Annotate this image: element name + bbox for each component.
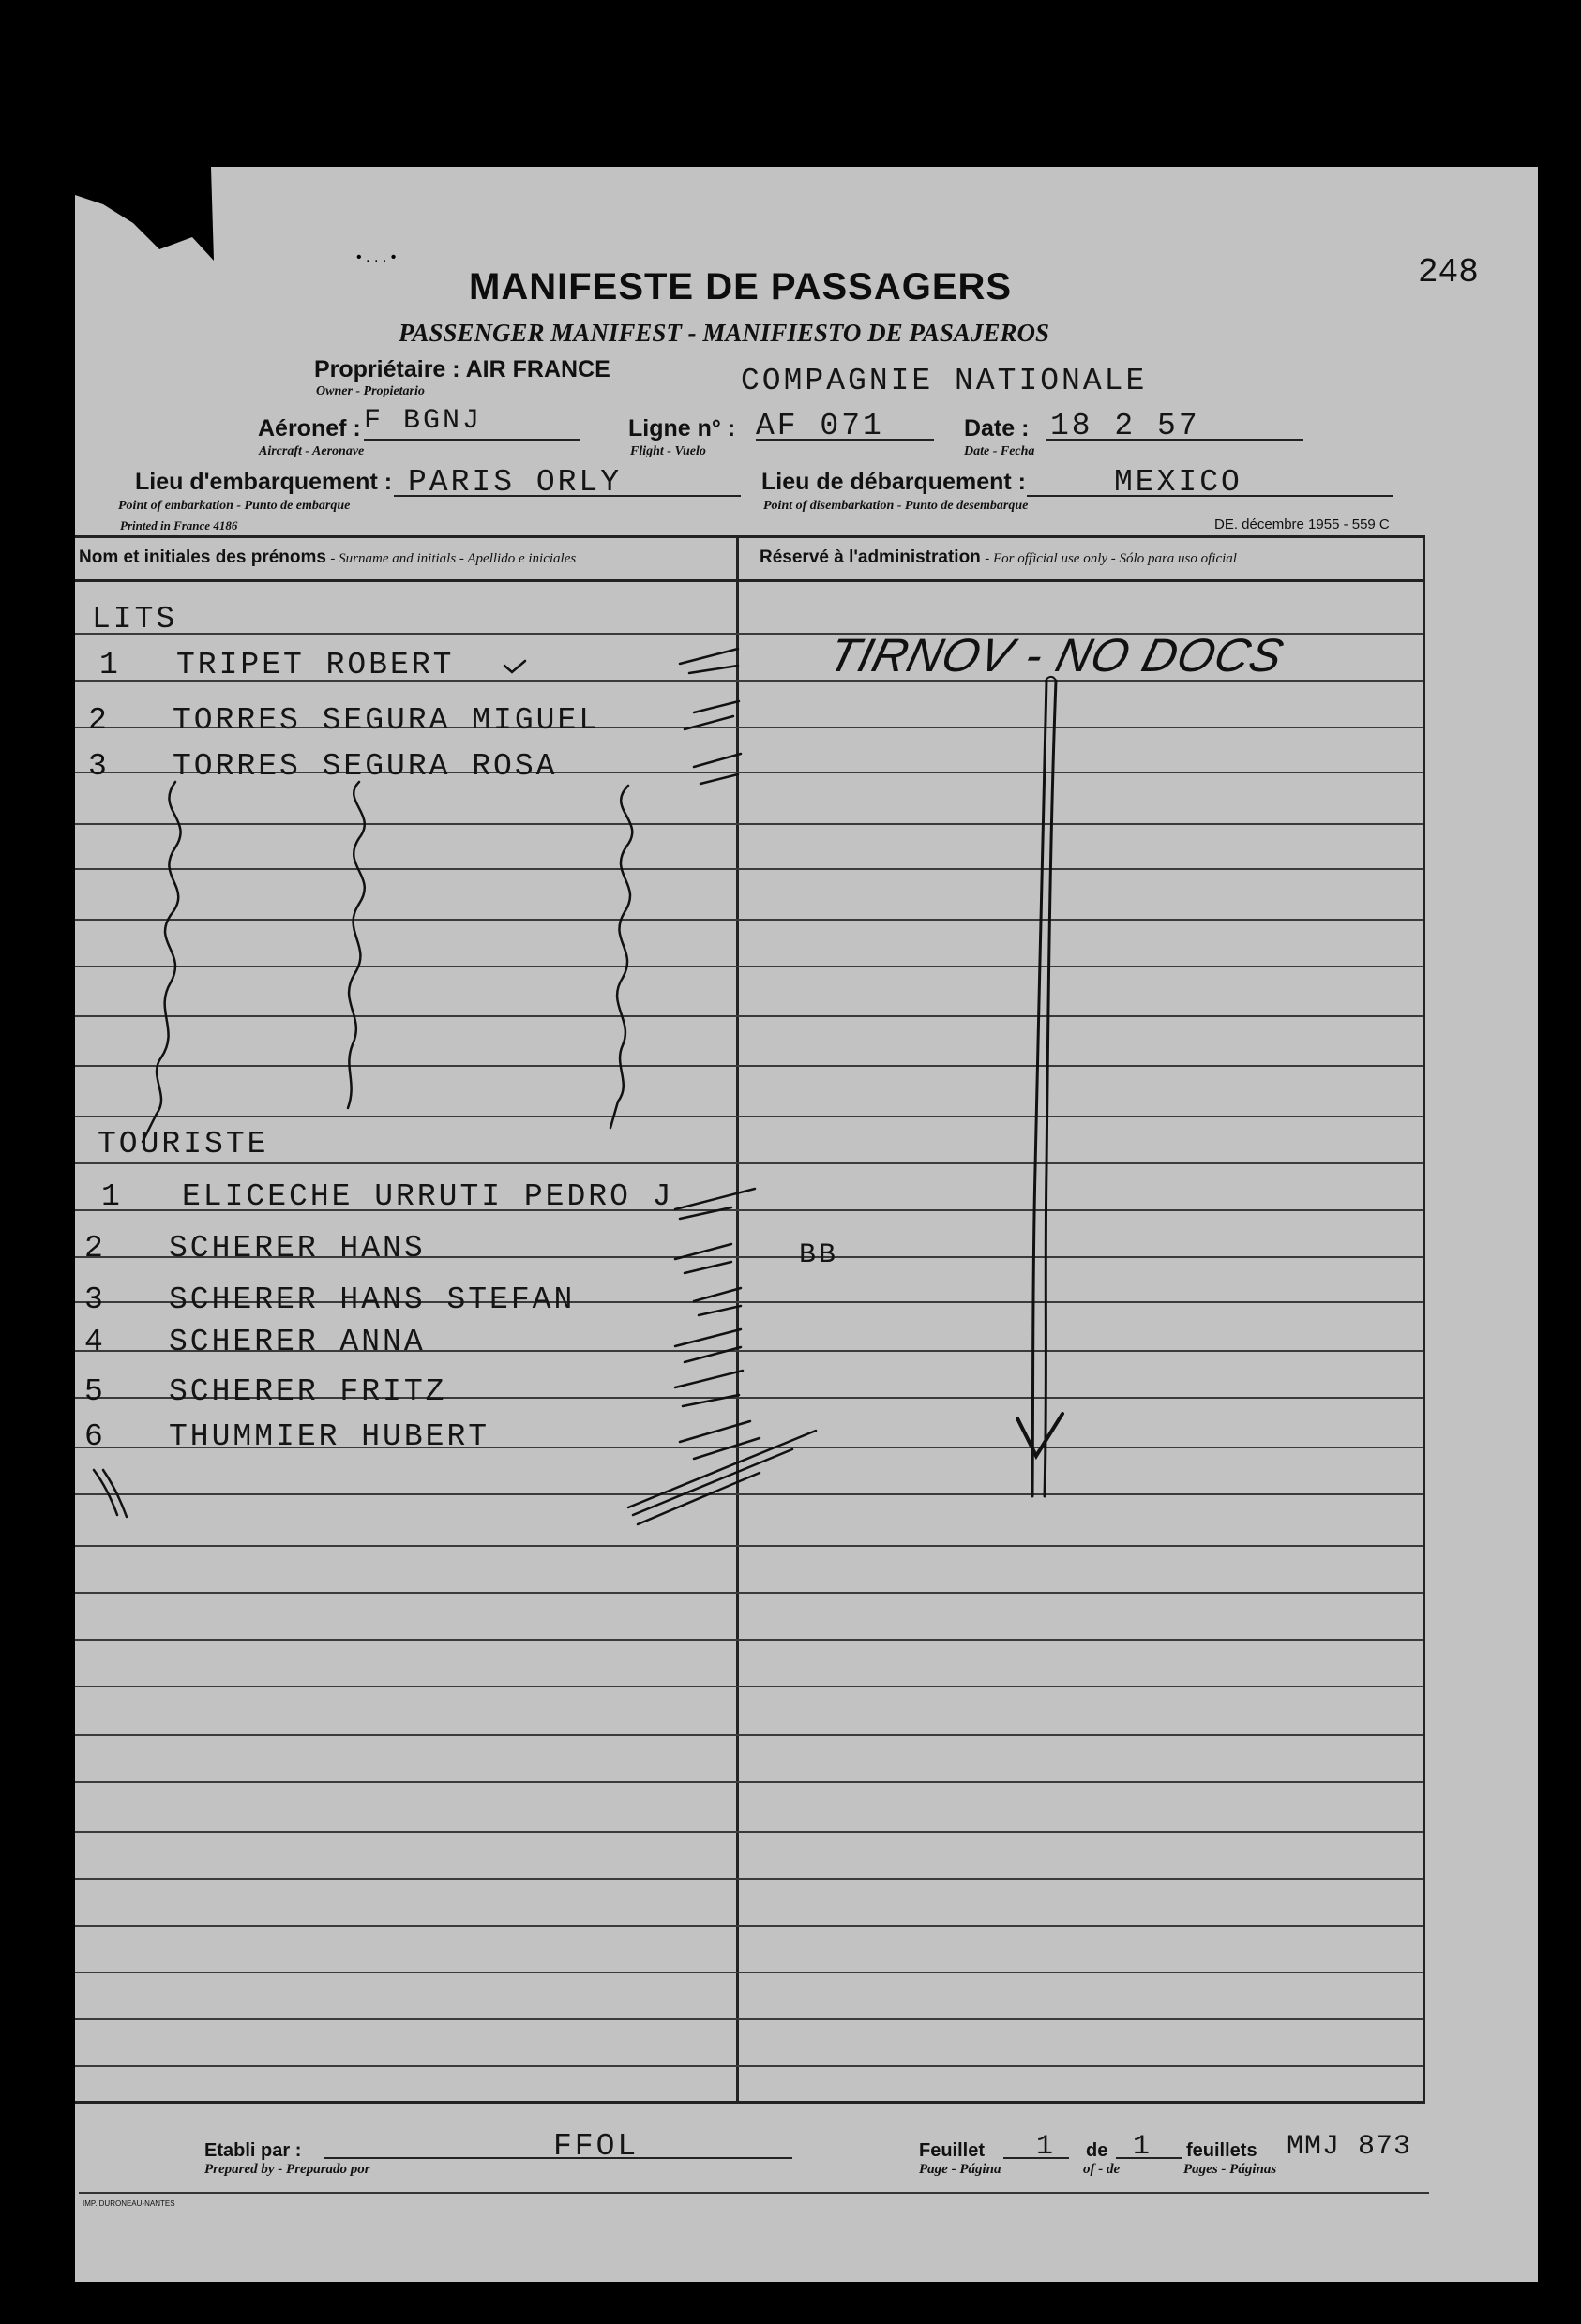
date-value: 18 2 57 <box>1050 409 1200 443</box>
pen-marks <box>75 167 1538 2282</box>
check-mark <box>504 661 525 672</box>
sheet-label: Feuillet <box>919 2140 986 2161</box>
passenger-name: SCHERER FRITZ <box>169 1374 447 1409</box>
passenger-name: TRIPET ROBERT <box>176 648 455 682</box>
passenger-name: SCHERER HANS STEFAN <box>169 1282 576 1317</box>
prepared-sublabel: Prepared by - Preparado por <box>204 2162 370 2177</box>
prepared-label: Etabli par : <box>204 2140 302 2161</box>
page-title: MANIFESTE DE PASSAGERS <box>469 266 1013 307</box>
passenger-name: TORRES SEGURA ROSA <box>173 749 558 784</box>
page-subtitle: PASSENGER MANIFEST - MANIFIESTO DE PASAJEROS <box>399 319 1049 347</box>
owner-sublabel: Owner - Propietario <box>316 384 425 398</box>
printed-note: Printed in France 4186 <box>120 518 238 532</box>
date-label: Date : <box>964 415 1030 442</box>
aircraft-label: Aéronef : <box>258 415 361 442</box>
disembark-label: Lieu de débarquement : <box>761 469 1026 495</box>
of-label: de <box>1086 2140 1108 2161</box>
embark-value: PARIS ORLY <box>408 465 623 500</box>
prepared-value: FFOL <box>553 2129 640 2164</box>
passenger-row: 4 <box>84 1325 103 1359</box>
passenger-name: SCHERER HANS <box>169 1231 426 1266</box>
sheets-sublabel: Pages - Páginas <box>1183 2162 1277 2177</box>
passenger-row: 1 <box>101 1179 120 1214</box>
admin-note: TIRNOV - NO DOCS <box>823 629 1289 682</box>
embark-label: Lieu d'embarquement : <box>135 469 393 495</box>
sheets-label: feuillets <box>1186 2140 1257 2161</box>
passenger-row: 3 <box>84 1282 103 1317</box>
printer-imprint: IMP. DURONEAU-NANTES <box>83 2199 175 2208</box>
column-header-right: Réservé à l'administration - For official use only - Sólo para uso oficial <box>760 547 1237 567</box>
sheet-sublabel: Page - Página <box>919 2162 1001 2177</box>
passenger-row: 3 <box>88 749 107 784</box>
manifest-sheet <box>75 167 1538 2282</box>
passenger-row: 2 <box>84 1231 103 1266</box>
aircraft-value: F BGNJ <box>364 405 483 437</box>
disembark-value: MEXICO <box>1114 465 1242 500</box>
document-code: MMJ 873 <box>1287 2131 1412 2163</box>
column-header-left: Nom et initiales des prénoms - Surname and initials - Apellido e iniciales <box>79 547 577 567</box>
passenger-row: 5 <box>84 1374 103 1409</box>
passenger-row: 2 <box>88 703 107 738</box>
passenger-name: TORRES SEGURA MIGUEL <box>173 703 601 738</box>
flight-label: Ligne n° : <box>628 415 736 442</box>
company-name: COMPAGNIE NATIONALE <box>741 364 1148 398</box>
passenger-name: ELICECHE URRUTI PEDRO J <box>182 1179 674 1214</box>
passenger-row: 1 <box>99 648 118 682</box>
of-value: 1 <box>1133 2131 1153 2163</box>
date-sublabel: Date - Fecha <box>964 444 1035 458</box>
flight-sublabel: Flight - Vuelo <box>630 444 706 458</box>
form-reference: DE. décembre 1955 - 559 C <box>1214 517 1390 532</box>
sheet-value: 1 <box>1036 2131 1057 2163</box>
embark-sublabel: Point of embarkation - Punto de embarque <box>118 499 351 513</box>
admin-bb-note: BB <box>799 1239 839 1271</box>
aircraft-sublabel: Aircraft - Aeronave <box>259 444 365 458</box>
flight-value: AF 071 <box>756 409 884 443</box>
disembark-sublabel: Point of disembarkation - Punto de desembarque <box>763 499 1029 513</box>
section-title-lits: LITS <box>92 602 178 637</box>
section-title-touriste: TOURISTE <box>98 1127 269 1162</box>
top-marks: • . . . • <box>356 249 397 265</box>
passenger-name: SCHERER ANNA <box>169 1325 426 1359</box>
of-sublabel: of - de <box>1083 2162 1121 2177</box>
passenger-row: 6 <box>84 1419 103 1454</box>
passenger-name: THUMMIER HUBERT <box>169 1419 490 1454</box>
page-number: 248 <box>1418 253 1479 292</box>
owner-label: Propriétaire : AIR FRANCE <box>314 356 610 382</box>
